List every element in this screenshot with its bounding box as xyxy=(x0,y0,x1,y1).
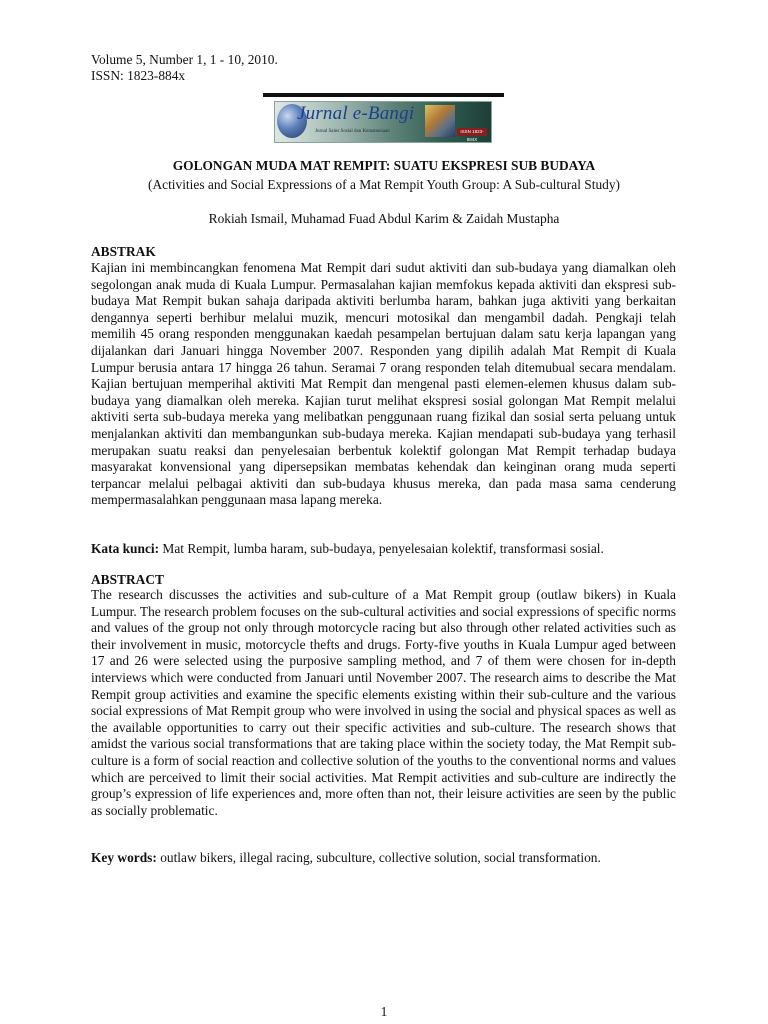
banner-issn-tag: ISSN 1823-884X xyxy=(457,128,487,136)
journal-meta xyxy=(91,52,278,84)
volume-line: Volume 5, Number 1, 1 - 10, 2010. xyxy=(91,52,278,67)
journal-banner-logo xyxy=(274,101,492,143)
abstrak-heading: ABSTRAK xyxy=(91,244,156,259)
paper-title-english: (Activities and Social Expressions of a Mat Rempit Youth Group: A Sub-cultural Study) xyxy=(148,177,620,192)
banner-photo xyxy=(425,105,455,137)
abstrak-text: Kajian ini membincangkan fenomena Mat Rempit dari sudut aktiviti dan sub-budaya yang diamalkan oleh segolongan anak muda di Kuala Lumpur. Permasalahan kajian memfokus kepada aktiviti dan ekspresi sub-budaya Mat Rempit bukan sahaja daripada aktiviti berlumba haram, bahkan juga aktiviti yang berkaitan dengannya seperti berhibur melalui muzik, mencuri motosikal dan mengambil dadah. Pengkaji telah memilih 45 orang responden menggunakan kaedah pesampelan bertujuan dalam satu kerja lapangan yang dijalankan dari Januari hingga November 2007. Responden yang dipilih adalah Mat Rempit di Kuala Lumpur berusia antara 17 hingga 26 tahun. Seramai 7 orang responden telah ditemubual secara mendalam. Kajian bertujuan memperihal aktiviti Mat Rempit dan mengenal pasti elemen-elemen khusus dalam sub-budaya yang diamalkan oleh mereka. Kajian turut melihat ekspresi sosial golongan Mat Rempit melalui aktiviti serta sub-budaya mereka yang melibatkan penggunaan ruang fizikal dan sosial serta peluang untuk menjalankan aktiviti dan membangunkan sub-budaya mereka. Kajian mendapati sub-budaya yang terhasil merupakan suatu reaksi dan penyelesaian berbentuk kolektif golongan Mat Rempit terhadap budaya masyarakat konvensional yang dipersepsikan membatas kehendak dan keinginan orang muda seperti terpancar melalui pelbagai aktiviti dan sub-budaya khusus mereka, dan pada masa sama cenderung mempermasalahkan penggunaan masa lapang mereka. xyxy=(91,260,676,508)
issn-line: ISSN: 1823-884x xyxy=(91,68,186,83)
paper-title-malay: GOLONGAN MUDA MAT REMPIT: SUATU EKSPRESI SUB BUDAYA xyxy=(172,158,596,173)
abstract-text: The research discusses the activities and sub-culture of a Mat Rempit group (outlaw bikers) in Kuala Lumpur. The research problem focuses on the sub-cultural activities and social expressions of specific norms and values of the group not only through motorcycle racing but also through other related activities such as their involvement in music, motorcycle thefts and drugs. Forty-five youths in Kuala Lumpur aged between 17 and 26 were selected using the purposive sampling method, and 7 of them were chosen for in-depth interviews which were conducted from Januari until November 2007. The research aims to describe the Mat Rempit group activities and examine the specific elements existing within their sub-culture and the various social expressions of Mat Rempit group who were involved in using the social and physical spaces as well as the available opportunities to carry out their specific activities and sub-culture. The research shows that amidst the various social transformations that are taking place within the society today, the Mat Rempit sub-culture is a form of social reaction and collective solution of the youths to the conventional norms and values which are perceived to limit their social activities. Mat Rempit activities and sub-culture are indirectly the group’s expression of life experiences and, more often than not, their leisure activities are seen by the public as socially problematic. xyxy=(91,587,676,818)
kata-kunci xyxy=(91,541,676,557)
kata-kunci-values: Mat Rempit, lumba haram, sub-budaya, penyelesaian kolektif, transformasi sosial. xyxy=(159,541,604,556)
banner-title: Jurnal e-Bangi xyxy=(297,103,415,124)
abstract-heading: ABSTRACT xyxy=(91,572,164,587)
key-words-values: outlaw bikers, illegal racing, subculture, collective solution, social transformation. xyxy=(156,850,601,865)
page-number: 1 xyxy=(380,1004,388,1019)
key-words xyxy=(91,850,676,866)
banner-subtitle: Jurnal Sains Sosial dan Kemanusiaan xyxy=(315,129,390,134)
banner-rule xyxy=(263,93,504,97)
key-words-label: Key words: xyxy=(91,850,157,865)
paper-authors: Rokiah Ismail, Muhamad Fuad Abdul Karim & Zaidah Mustapha xyxy=(208,211,560,226)
kata-kunci-label: Kata kunci: xyxy=(91,541,160,556)
